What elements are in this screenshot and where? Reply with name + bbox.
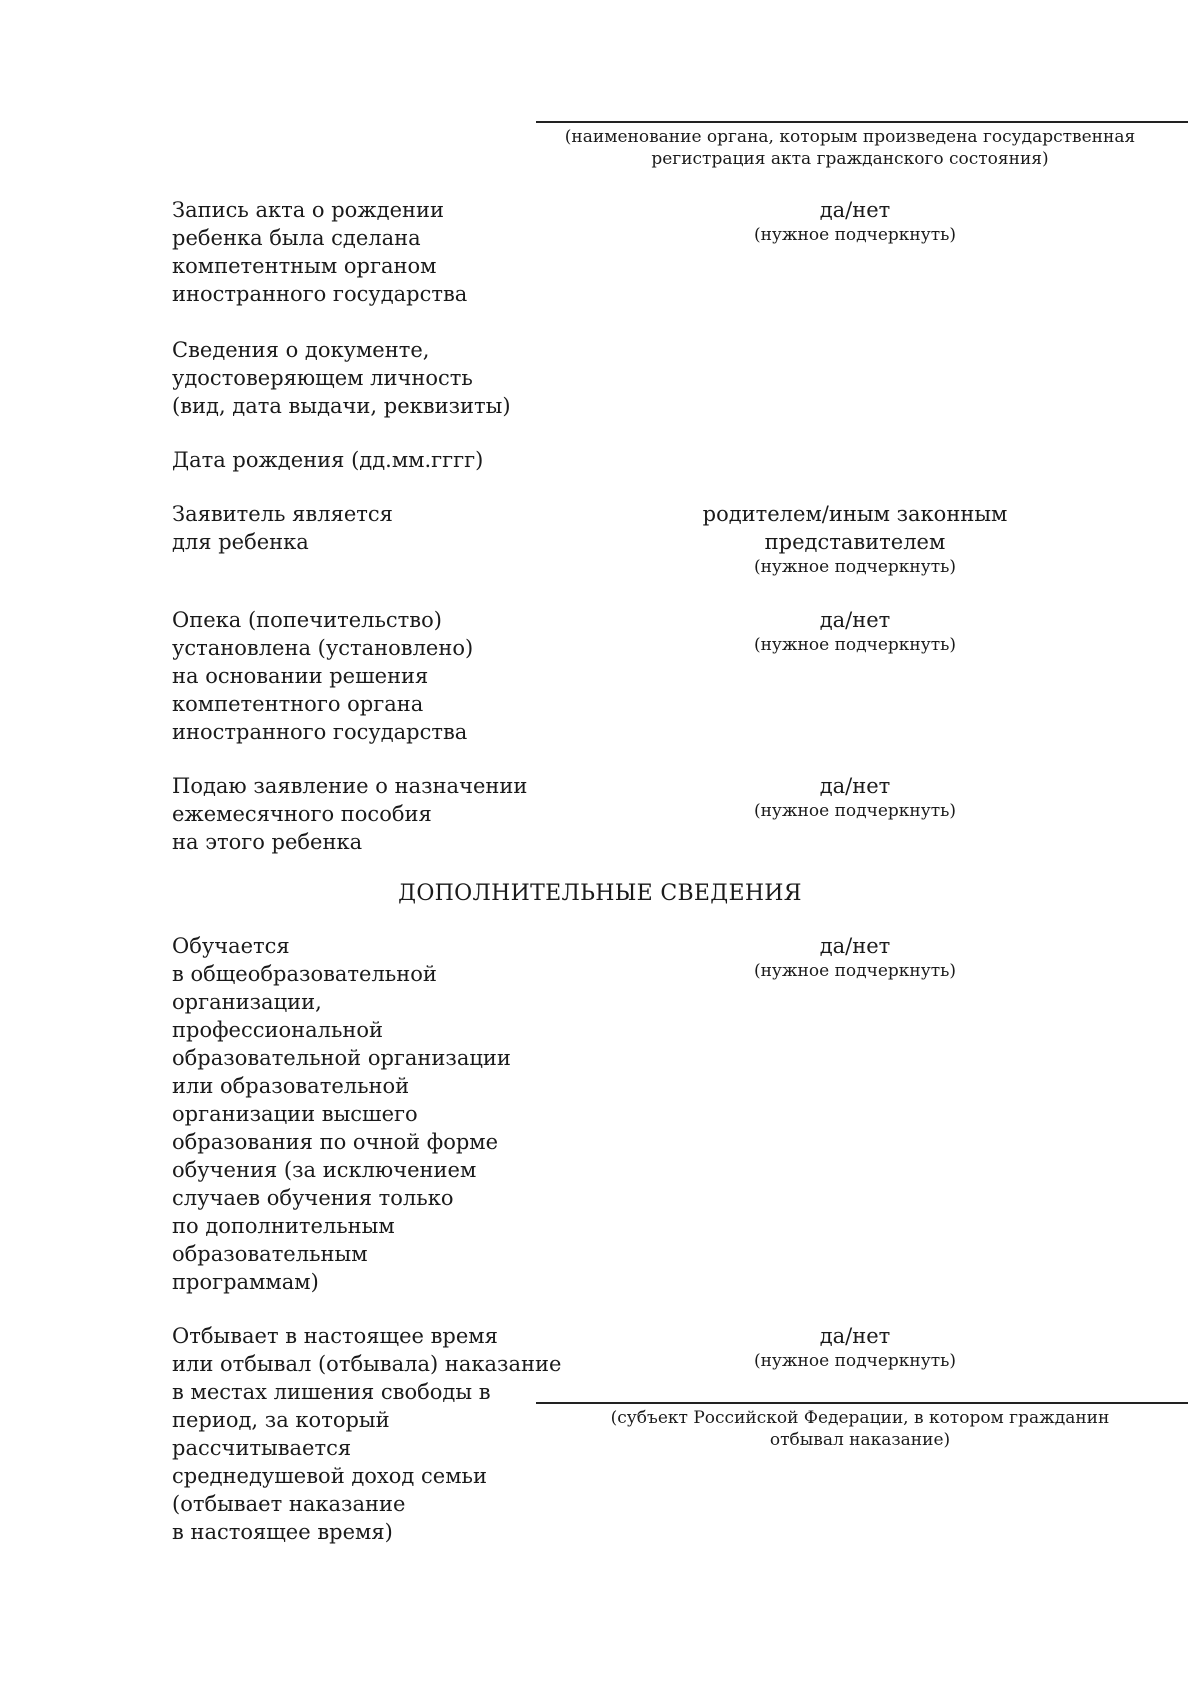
full-time-education-answer[interactable] (700, 932, 1010, 982)
foreign-birth-record-value[interactable]: да/нет (819, 198, 891, 222)
full-time-education-value[interactable]: да/нет (819, 934, 891, 958)
imprisonment-hint: (нужное подчеркнуть) (753, 1351, 957, 1371)
penalty-region-line[interactable] (536, 1402, 1188, 1404)
foreign-birth-record-label: Запись акта о рождении ребенка была сделана компетентным органом иностранного государства (172, 198, 468, 306)
monthly-allowance-answer[interactable] (700, 772, 1010, 822)
imprisonment-label: Отбывает в настоящее время или отбывал (отбывала) наказание в местах лишения свободы в период, за который рассчитывается среднедушевой доход семьи (отбывает наказание в настоящее время) (172, 1324, 562, 1544)
applicant-role-hint: (нужное подчеркнуть) (753, 557, 957, 577)
full-time-education-hint: (нужное подчеркнуть) (753, 961, 957, 981)
guardianship-value[interactable]: да/нет (819, 608, 891, 632)
monthly-allowance-label: Подаю заявление о назначении ежемесячного пособия на этого ребенка (172, 774, 528, 854)
penalty-region-caption: (субъект Российской Федерации, в котором гражданин отбывал наказание) (610, 1408, 1110, 1450)
applicant-role-label: Заявитель является для ребенка (172, 502, 393, 554)
foreign-birth-record-hint: (нужное подчеркнуть) (753, 225, 957, 245)
monthly-allowance-value[interactable]: да/нет (819, 774, 891, 798)
imprisonment-answer[interactable] (700, 1322, 1010, 1372)
applicant-role-value[interactable]: родителем/иным законным представителем (702, 502, 1008, 554)
monthly-allowance-hint: (нужное подчеркнуть) (753, 801, 957, 821)
full-time-education-label: Обучается в общеобразовательной организации, профессиональной образовательной организации или образовательной организации высшего образования по очной форме обучения (за исключением случаев обучения только по дополнительным образовательным программам) (172, 934, 511, 1294)
birth-date-label: Дата рождения (дд.мм.гггг) (172, 448, 484, 472)
guardianship-label: Опека (попечительство) установлена (установлено) на основании решения компетентного органа иностранного государства (172, 608, 474, 744)
foreign-birth-record-answer[interactable] (700, 196, 1010, 246)
guardianship-answer[interactable] (700, 606, 1010, 656)
imprisonment-value[interactable]: да/нет (819, 1324, 891, 1348)
guardianship-hint: (нужное подчеркнуть) (753, 635, 957, 655)
registry-authority-line[interactable] (536, 121, 1188, 123)
section-heading: ДОПОЛНИТЕЛЬНЫЕ СВЕДЕНИЯ (398, 881, 802, 906)
registry-authority-caption: (наименование органа, которым произведена государственная регистрация акта гражданского состояния) (564, 127, 1136, 169)
identity-document-label: Сведения о документе, удостоверяющем личность (вид, дата выдачи, реквизиты) (172, 338, 511, 418)
applicant-role-answer[interactable] (700, 500, 1010, 578)
